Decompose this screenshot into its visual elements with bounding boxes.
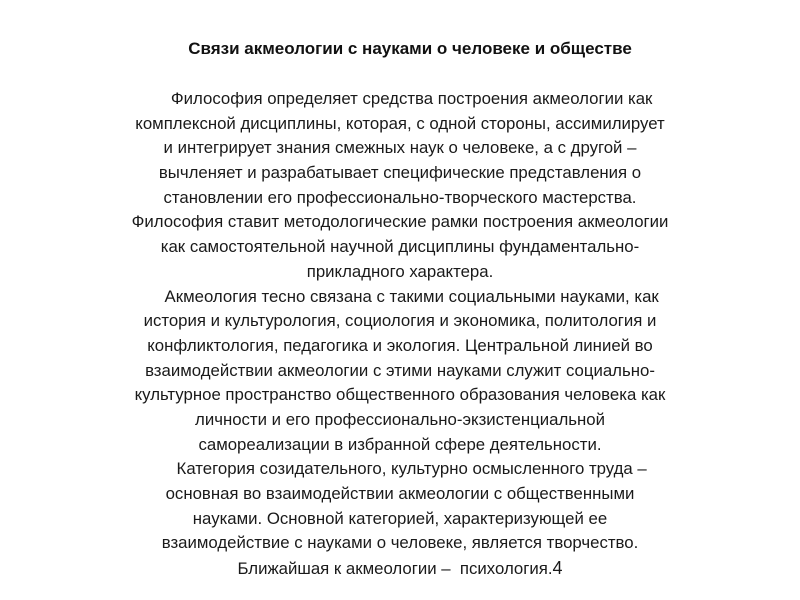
body-line: Акмеология тесно связана с такими социальными науками, как <box>141 286 659 306</box>
body-line: Категория созидательного, культурно осмысленного труда – <box>153 459 647 479</box>
body-line: Философия ставит методологические рамки построения акмеологии <box>131 212 669 232</box>
body-line: личности и его профессионально-экзистенциальной <box>195 409 605 429</box>
body-line: история и культурология, социология и экономика, политология и <box>143 311 657 331</box>
body-line: самореализации в избранной сфере деятельности. <box>198 434 602 454</box>
body-line: науками. Основной категорией, характеризующей ее <box>192 508 608 528</box>
body-line: и интегрирует знания смежных наук о человеке, а с другой – <box>163 138 637 158</box>
body-line: комплексной дисциплины, которая, с одной стороны, ассимилирует <box>135 113 665 133</box>
body-line: взаимодействии акмеологии с этими науками служит социально- <box>145 360 655 380</box>
body-line: культурное пространство общественного образования человека как <box>134 385 666 405</box>
slide-title: Связи акмеологии с науками о человеке и обществе <box>188 39 632 58</box>
body-line: конфликтология, педагогика и экология. Центральной линией во <box>147 335 653 355</box>
body-line: прикладного характера. <box>306 261 494 281</box>
body-line: вычленяет и разрабатывает специфические представления о <box>158 163 642 183</box>
body-line: основная во взаимодействии акмеологии с общественными <box>165 484 635 503</box>
body-line: Философия определяет средства построения акмеологии как <box>147 89 653 108</box>
body-line: становлении его профессионально-творческого мастерства. <box>163 187 637 207</box>
body-line: как самостоятельной научной дисциплины фундаментально- <box>160 237 640 257</box>
slide-body <box>40 87 760 581</box>
body-line-last <box>40 556 760 581</box>
body-line: взаимодействие с науками о человеке, является творчество. <box>161 533 639 553</box>
body-line-text: Ближайшая к акмеологии – психология. <box>237 559 553 579</box>
page-number: 4 <box>552 558 563 579</box>
